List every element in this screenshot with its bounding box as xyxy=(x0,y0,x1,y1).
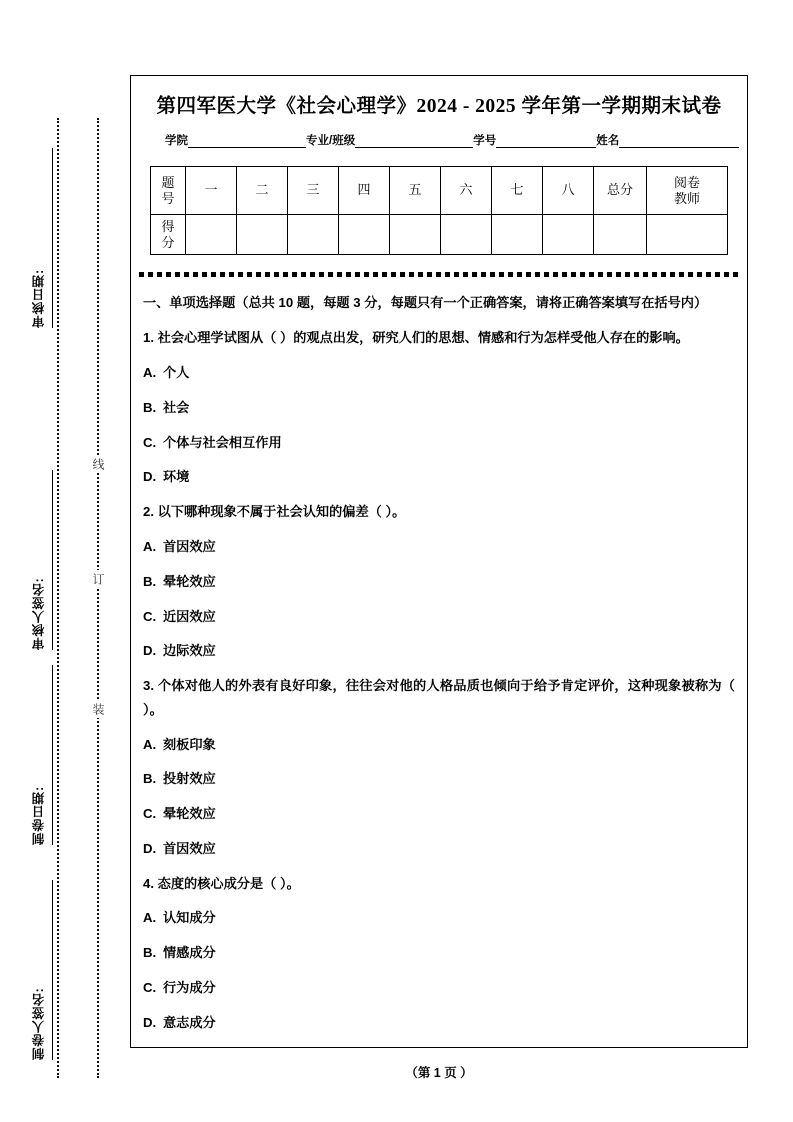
question-4-option-b[interactable] xyxy=(143,941,735,965)
option-text: 投射效应 xyxy=(163,771,216,787)
option-letter: B. xyxy=(143,399,157,415)
option-text: 晕轮效应 xyxy=(163,806,216,822)
option-text: 边际效应 xyxy=(163,643,216,659)
option-letter: D. xyxy=(143,840,157,856)
question-1-option-b[interactable] xyxy=(143,396,735,420)
seam-mark-line: 线 xyxy=(90,455,107,473)
column-header-8: 八 xyxy=(543,167,594,215)
question-2-option-d[interactable] xyxy=(143,639,735,663)
score-cell-5[interactable] xyxy=(390,215,441,255)
question-1-option-d[interactable] xyxy=(143,465,735,489)
question-stem-4: 4. 态度的核心成分是（ ）。 xyxy=(143,875,300,891)
option-letter: C. xyxy=(143,434,157,450)
option-text: 首因效应 xyxy=(163,840,216,856)
field-student-id xyxy=(473,132,596,148)
option-letter: B. xyxy=(143,771,157,787)
option-letter: D. xyxy=(143,1014,157,1030)
option-letter: B. xyxy=(143,945,157,961)
option-letter: A. xyxy=(143,539,157,555)
option-text: 刻板印象 xyxy=(163,736,216,752)
option-letter: A. xyxy=(143,736,157,752)
column-header-3: 三 xyxy=(288,167,339,215)
option-text: 个体与社会相互作用 xyxy=(163,434,282,450)
option-text: 认知成分 xyxy=(163,910,216,926)
score-table xyxy=(150,166,728,255)
field-major-class-blank[interactable] xyxy=(355,134,473,148)
score-cell-7[interactable] xyxy=(492,215,543,255)
question-4-option-a[interactable] xyxy=(143,906,735,930)
margin-label-reviewer-signature: 审核人签名: xyxy=(30,470,53,650)
option-letter: A. xyxy=(143,365,157,381)
student-info-line xyxy=(165,132,725,148)
column-header-2: 二 xyxy=(237,167,288,215)
score-cell-4[interactable] xyxy=(339,215,390,255)
question-3-option-d[interactable] xyxy=(143,837,735,861)
option-text: 近因效应 xyxy=(163,608,216,624)
option-text: 社会 xyxy=(163,399,190,415)
score-cell-1[interactable] xyxy=(186,215,237,255)
score-cell-total[interactable] xyxy=(594,215,647,255)
column-header-4: 四 xyxy=(339,167,390,215)
score-cell-grader[interactable] xyxy=(647,215,728,255)
row-label-score xyxy=(151,215,186,255)
question-1-option-a[interactable] xyxy=(143,361,735,385)
column-header-grader xyxy=(647,167,728,215)
column-header-total: 总分 xyxy=(594,167,647,215)
score-cell-2[interactable] xyxy=(237,215,288,255)
option-text: 晕轮效应 xyxy=(163,573,216,589)
binding-dotted-line-inner xyxy=(97,118,99,1078)
field-college-label: 学院 xyxy=(165,135,188,147)
question-4-option-c[interactable] xyxy=(143,976,735,1000)
page-title: 第四军医大学《社会心理学》2024 - 2025 学年第一学期期末试卷 xyxy=(156,96,722,117)
question-stem-1: 1. 社会心理学试图从（ ）的观点出发，研究人们的思想、情感和行为怎样受他人存在的影响。 xyxy=(143,330,689,346)
question-3-option-a[interactable] xyxy=(143,733,735,757)
option-text: 首因效应 xyxy=(163,539,216,555)
score-label-line2: 分 xyxy=(161,234,175,250)
field-major-class xyxy=(306,132,473,148)
question-2-option-b[interactable] xyxy=(143,570,735,594)
seam-mark-seal: 装 xyxy=(90,700,107,718)
table-row-scores xyxy=(151,215,728,255)
option-letter: C. xyxy=(143,806,157,822)
margin-label-printer-signature: 制卷人签名: xyxy=(30,880,53,1060)
table-row-question-numbers xyxy=(151,167,728,215)
margin-label-print-date: 制卷日期: xyxy=(30,665,53,845)
binding-dotted-line-outer xyxy=(57,118,59,1078)
option-text: 个人 xyxy=(163,365,190,381)
column-header-7: 七 xyxy=(492,167,543,215)
score-cell-8[interactable] xyxy=(543,215,594,255)
question-2-option-c[interactable] xyxy=(143,605,735,629)
field-name xyxy=(596,132,739,148)
question-4-option-d[interactable] xyxy=(143,1011,735,1035)
question-3-option-b[interactable] xyxy=(143,767,735,791)
score-label-line1: 得 xyxy=(161,219,175,235)
question-stem-2: 2. 以下哪种现象不属于社会认知的偏差（ ）。 xyxy=(143,504,406,520)
option-letter: B. xyxy=(143,573,157,589)
binding-margin xyxy=(0,0,130,1122)
score-cell-6[interactable] xyxy=(441,215,492,255)
option-letter: C. xyxy=(143,608,157,624)
question-3-option-c[interactable] xyxy=(143,802,735,826)
option-text: 意志成分 xyxy=(163,1014,216,1030)
section-divider xyxy=(139,272,739,277)
row-label-question-number xyxy=(151,167,186,215)
question-stem-3: 3. 个体对他人的外表有良好印象，往往会对他的人格品质也倾向于给予肯定评价，这种现象被称为（ ）。 xyxy=(143,678,735,717)
page-footer: （第 1 页 ） xyxy=(405,1066,473,1080)
option-letter: C. xyxy=(143,979,157,995)
exam-paper-sheet xyxy=(130,75,748,1048)
question-2-option-a[interactable] xyxy=(143,535,735,559)
field-name-blank[interactable] xyxy=(619,134,739,148)
score-cell-3[interactable] xyxy=(288,215,339,255)
column-header-1: 一 xyxy=(186,167,237,215)
question-body xyxy=(143,291,735,1035)
column-header-5: 五 xyxy=(390,167,441,215)
question-1-option-c[interactable] xyxy=(143,431,735,455)
option-text: 环境 xyxy=(163,469,190,485)
option-letter: D. xyxy=(143,469,157,485)
grader-label-line1: 阅卷 xyxy=(673,175,700,191)
option-text: 情感成分 xyxy=(163,945,216,961)
option-letter: A. xyxy=(143,910,157,926)
option-text: 行为成分 xyxy=(163,979,216,995)
margin-label-review-date: 审核日期: xyxy=(30,148,53,328)
row-label-line1: 题 xyxy=(161,175,175,191)
field-name-label: 姓名 xyxy=(596,135,620,147)
grader-label-line2: 教师 xyxy=(673,190,700,206)
seam-mark-bind: 订 xyxy=(90,570,107,588)
section-heading: 一、单项选择题（总共 10 题，每题 3 分，每题只有一个正确答案，请将正确答案填写在括号内） xyxy=(143,295,708,310)
field-major-class-label: 专业/班级 xyxy=(306,135,356,147)
field-student-id-label: 学号 xyxy=(473,135,497,147)
field-college xyxy=(165,132,306,148)
option-letter: D. xyxy=(143,643,157,659)
row-label-line2: 号 xyxy=(161,190,175,206)
field-college-blank[interactable] xyxy=(188,134,306,148)
column-header-6: 六 xyxy=(441,167,492,215)
field-student-id-blank[interactable] xyxy=(496,134,596,148)
